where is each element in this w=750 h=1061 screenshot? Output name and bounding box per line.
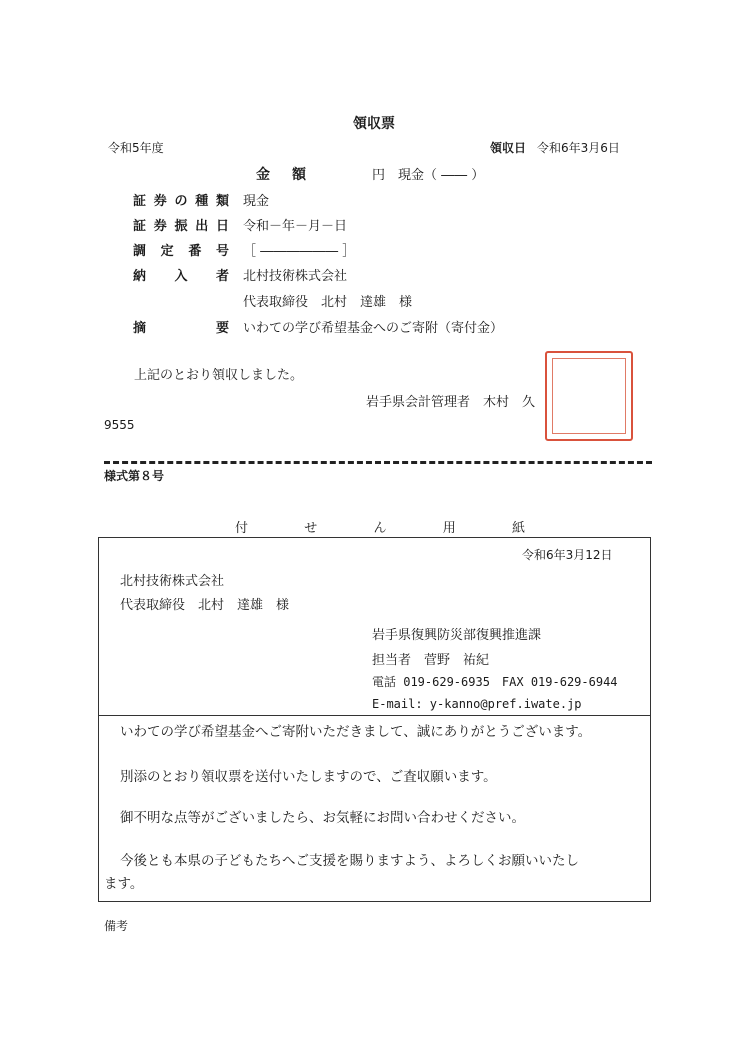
fusen-title: 付 せ ん 用 紙: [235, 521, 525, 536]
seal-redaction: [560, 362, 612, 432]
recipient-name: 代表取締役 北村 達雄 様: [120, 598, 290, 613]
field-value-assessment-number: ［ ―――――― ］: [243, 244, 356, 259]
field-label-issue-date: 証 券 振 出 日: [133, 219, 229, 234]
field-label-security-type: 証 券 の 種 類: [133, 194, 229, 209]
field-value-security-type: 現金: [243, 194, 270, 209]
fusen-date: 令和6年3月12日: [522, 548, 613, 562]
field-label-summary: 摘 要: [133, 321, 229, 336]
field-label-payer: 納 入 者: [133, 269, 229, 284]
field-value-payer-representative: 代表取締役 北村 達雄 様: [243, 295, 413, 310]
receipt-code: 9555: [104, 418, 135, 432]
confirm-text: 上記のとおり領収しました。: [134, 368, 304, 383]
amount-label: 金 額: [256, 167, 310, 183]
field-value-issue-date: 令和－年－月－日: [243, 219, 348, 234]
receipt-title: 領収票: [353, 116, 395, 132]
field-label-assessment-number: 調 定 番 号: [133, 244, 229, 259]
receipt-date-value: 令和6年3月6日: [537, 141, 620, 155]
sender-dept: 岩手県復興防災部復興推進課: [372, 628, 542, 643]
message-line-3: 御不明な点等がございましたら、お気軽にお問い合わせください。: [120, 810, 525, 826]
remarks-label: 備考: [104, 919, 129, 933]
sender-phone: 電話 019-629-6935 FAX 019-629-6944: [372, 675, 618, 689]
sender-person: 担当者 菅野 祐紀: [372, 653, 490, 668]
recipient-company: 北村技術株式会社: [120, 574, 225, 589]
message-line-4: 今後とも本県の子どもたちへご支援を賜りますよう、よろしくお願いいたし: [120, 853, 579, 869]
message-line-2: 別添のとおり領収票を送付いたしますので、ご査収願います。: [120, 769, 497, 785]
field-value-summary: いわての学び希望基金へのご寄附（寄付金）: [243, 321, 504, 336]
field-value-payer: 北村技術株式会社: [243, 269, 348, 284]
fiscal-year: 令和5年度: [108, 141, 164, 155]
fusen-box-divider: [98, 715, 651, 716]
cut-line: [104, 461, 652, 464]
form-number: 様式第８号: [104, 469, 165, 483]
receipt-date-label: 領収日: [490, 141, 527, 155]
issuer: 岩手県会計管理者 木村 久: [366, 395, 536, 410]
sender-email[interactable]: E-mail: y-kanno@pref.iwate.jp: [372, 697, 582, 711]
message-line-5: ます。: [104, 876, 144, 892]
amount-tail: 円 現金（ ―― ）: [372, 168, 485, 183]
message-line-1: いわての学び希望基金へご寄附いただきまして、誠にありがとうございます。: [120, 724, 592, 740]
